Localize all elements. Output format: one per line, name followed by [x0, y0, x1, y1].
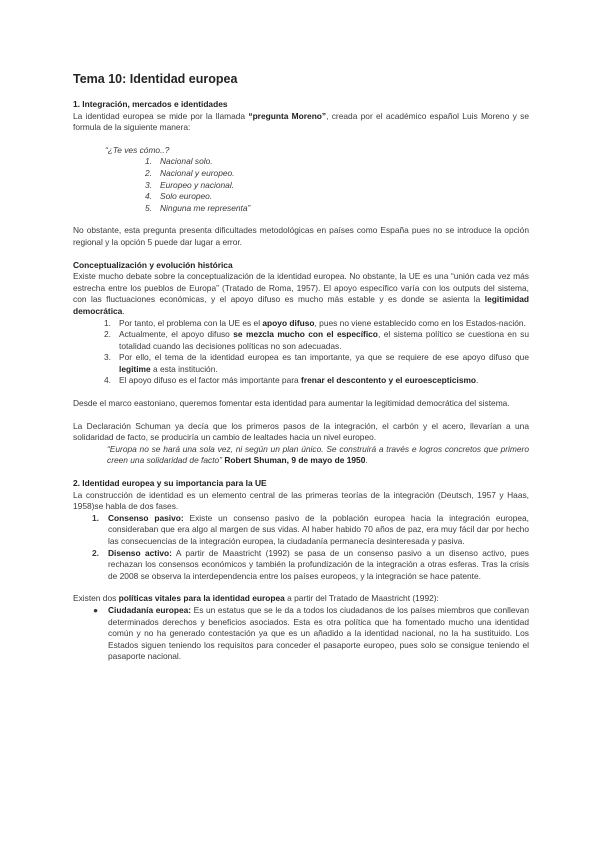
option-text: Europeo y nacional.: [160, 179, 235, 190]
item-number: 1.: [104, 317, 111, 328]
quote-text: “Europa no se hará una sola vez, ni según un plan único. Se construirá a través e logros concretos que primero creen una solidaridad de facto”: [107, 443, 529, 466]
quote-attribution: Robert Shuman, 9 de mayo de 1950: [222, 455, 366, 466]
section-heading-integracion: 1. Integración, mercados e identidades: [73, 99, 228, 109]
apoyo-list: [73, 318, 529, 388]
question-intro: “¿Te ves cómo..?: [105, 144, 170, 155]
text-run: Actualmente, el apoyo difuso: [119, 329, 234, 340]
paragraph-construccion: La construcción de identidad es un elemento central de las primeras teorías de la integración (Deutsch, 1957 y Haas, 1958)se habla de dos fases.: [73, 489, 529, 512]
text-run: a partir del Tratado de Maastricht (1992):: [284, 593, 439, 604]
question-block: [73, 145, 529, 215]
item-number: 2.: [104, 329, 111, 340]
question-option: [145, 191, 529, 203]
option-number: 1.: [145, 156, 152, 167]
bold-term: Disenso activo:: [108, 547, 172, 558]
bold-term: “pregunta Moreno”: [248, 110, 327, 121]
option-number: 5.: [145, 202, 152, 213]
document-content: [73, 71, 529, 663]
text-run: Existe un consenso pasivo de la población europea hacia la integración europea, consideraban que era algo al margen de sus vidas. Al haber habido 70 años de paz, era muy fácil dar por hecho las consecuencias de la integración europea, la ciudadanía permanecía desinteresada y pasiva.: [108, 512, 529, 546]
question-option: [145, 203, 529, 215]
page-title: Tema 10: Identidad europea: [73, 72, 238, 86]
text-run: , el sistema político se cuestiona en su totalidad cuando las decisiones políticas no son adecuadas.: [119, 329, 529, 351]
text-run: a esta institución.: [150, 363, 218, 374]
option-text: Solo europeo.: [160, 191, 213, 202]
option-text: Nacional solo.: [160, 156, 213, 167]
list-item: [104, 317, 529, 330]
paragraph-debate: [73, 271, 529, 317]
bold-term: legitimidad democrática: [73, 294, 529, 316]
option-text: Nacional y europeo.: [160, 167, 235, 178]
item-number: 1.: [92, 512, 99, 523]
text-run: El apoyo difuso es el factor más importante para: [119, 375, 302, 386]
item-number: 4.: [104, 375, 111, 386]
list-item: [92, 512, 529, 548]
paragraph-schuman: La Declaración Schuman ya decía que los primeros pasos de la integración, el carbón y el acero, llevarían a una solidaridad de facto, se produciría un cambio de lealtades hacia un nivel europeo.: [73, 420, 529, 443]
bold-term: legitime: [119, 363, 151, 374]
bold-term: apoyo difuso: [262, 317, 315, 328]
list-item: [104, 375, 529, 387]
fases-list: [73, 513, 529, 583]
politicas-list: [73, 605, 529, 663]
text-run: Por ello, el tema de la identidad europea es tan importante, ya que se requiere de ese apoyo difuso que: [119, 352, 529, 363]
text-run: .: [122, 305, 125, 316]
section-heading-conceptualizacion: Conceptualización y evolución histórica: [73, 259, 233, 270]
question-option: [145, 156, 529, 168]
text-run: Existe mucho debate sobre la conceptualización de la identidad europea. No obstante, la UE es una “unión cada vez más estrecha entre los pueblos de Europa” (Tratado de Roma, 1957). El apoyo específico varía con los outputs del sistema, con las fluctuaciones económicas, y el apoyo difuso es mucho más estable y es donde se asienta la: [73, 271, 529, 305]
list-item: [104, 352, 529, 375]
bold-term: se mezcla mucho con el específico: [233, 329, 378, 340]
list-item: [93, 604, 529, 663]
question-option: [145, 180, 529, 192]
option-number: 3.: [145, 179, 152, 190]
item-number: 2.: [92, 547, 99, 558]
list-item: [104, 329, 529, 352]
bold-term: políticas vitales para la identidad europea: [118, 593, 285, 604]
text-run: .: [365, 455, 368, 466]
option-text: Ninguna me representa”: [160, 202, 251, 213]
paragraph-eastoniano: Desde el marco eastoniano, queremos fomentar esta identidad para aumentar la legitimidad democrática del sistema.: [73, 398, 510, 409]
bold-term: Ciudadanía europea:: [108, 604, 192, 615]
paragraph-dificultades: No obstante, esta pregunta presenta dificultades metodológicas en países como España pues no se introduce la opción regional y la opción 5 puede dar lugar a error.: [73, 225, 529, 247]
text-run: La identidad europea se mide por la llamada: [73, 110, 249, 121]
question-option: [145, 168, 529, 180]
text-run: , creada por el académico español Luis Moreno y se formula de la siguiente manera:: [73, 110, 529, 133]
paragraph-politicas: [73, 593, 529, 605]
text-run: Es un estatus que se le da a todos los ciudadanos de los países miembros que conllevan determinados derechos y beneficios asociados. Esta es otra política que ha fomentado mucho una identidad común y no ha generado contestación ya que es un añadido a la identidad nacional, no la ha sustituido. Los Estados siguen teniendo los requisitos para conceder el pasaporte europeo, pues solo se consigue teniendo el pasaporte nacional.: [108, 604, 529, 662]
text-run: , pues no viene establecido como en los Estados-nación.: [314, 317, 526, 328]
schuman-quote: [107, 444, 529, 467]
bold-term: Consenso pasivo:: [108, 512, 184, 523]
paragraph-pregunta-moreno: [73, 111, 529, 134]
question-options: [73, 156, 529, 214]
text-run: .: [476, 375, 479, 386]
option-number: 2.: [145, 167, 152, 178]
item-number: 3.: [104, 352, 111, 363]
section-heading-identidad: 2. Identidad europea y su importancia para la UE: [73, 478, 267, 489]
option-number: 4.: [145, 191, 152, 202]
bold-term: frenar el descontento y el euroescepticismo: [301, 375, 477, 386]
list-item: [92, 547, 529, 583]
bullet-icon: ●: [93, 604, 99, 615]
text-run: A partir de Maastricht (1992) se pasa de un consenso pasivo a un disenso activo, pues rechazan los consensos económicos y también la profundización de la integración a otras esferas. Tras la crisis de 2008 se observa la interdependencia entre los países europeos, y la integración se hace patente.: [108, 547, 529, 581]
text-run: Por tanto, el problema con la UE es el: [119, 317, 263, 328]
text-run: Existen dos: [73, 593, 119, 604]
